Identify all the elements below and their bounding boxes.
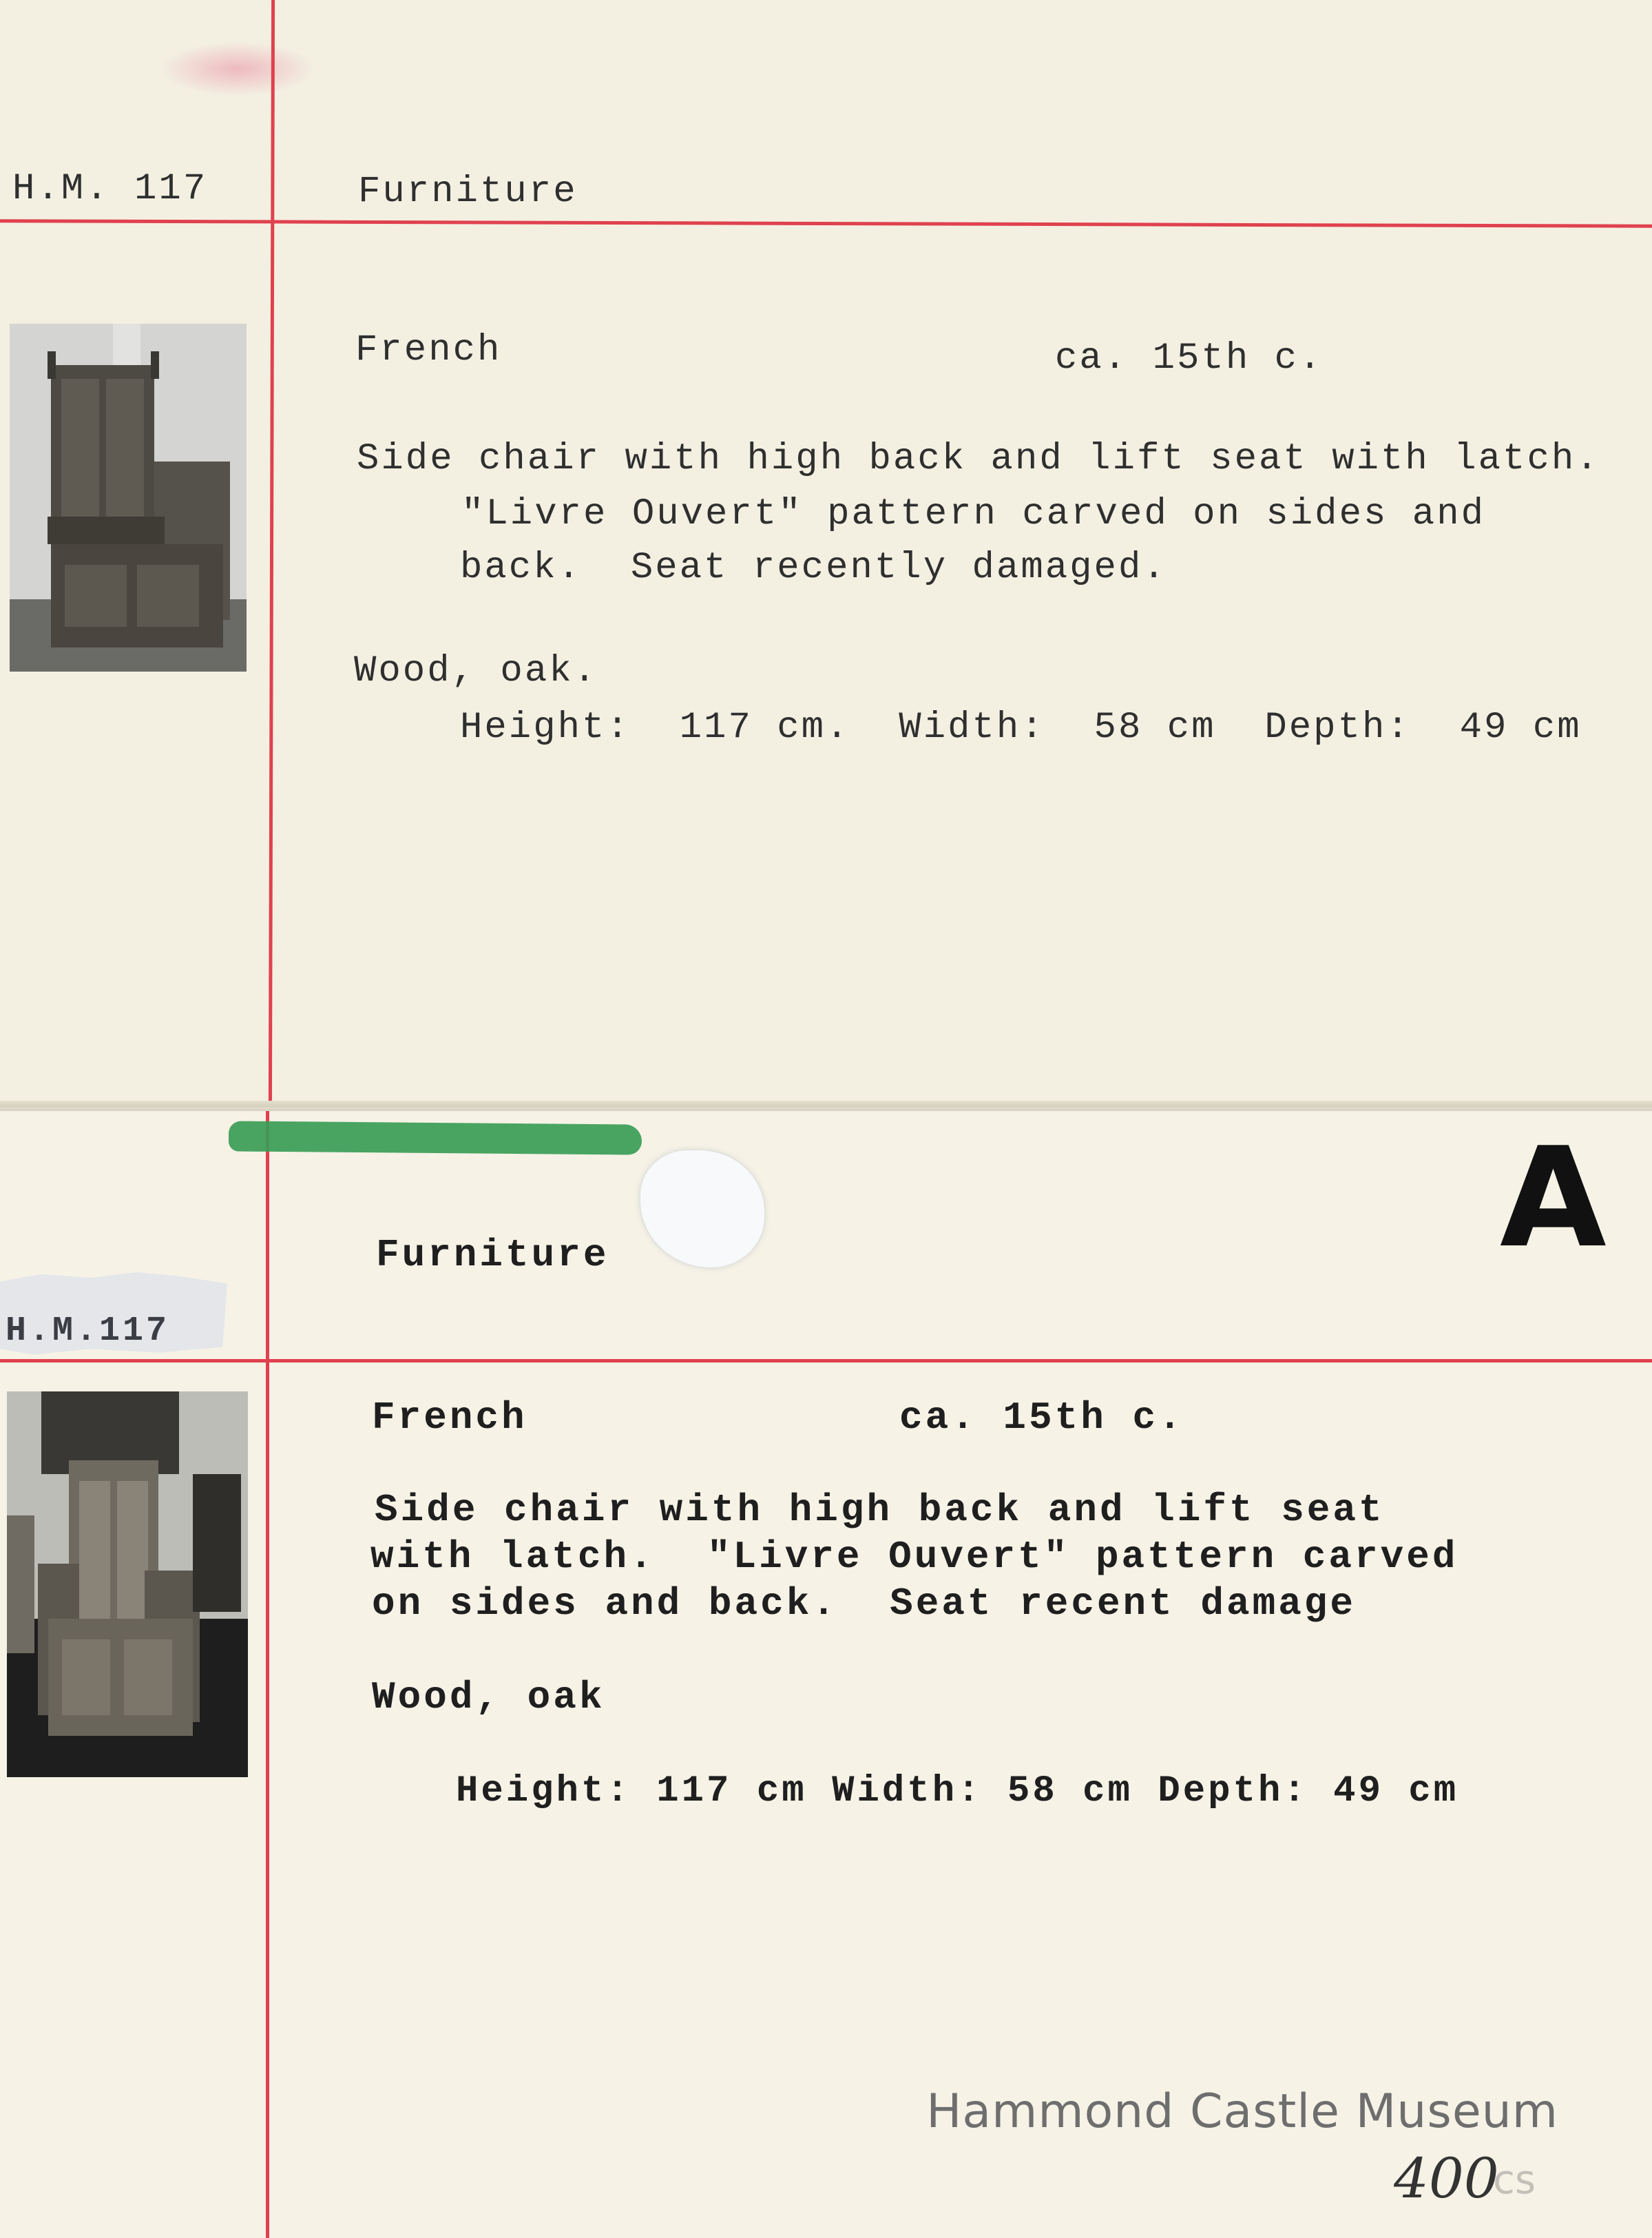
horizontal-rule <box>0 219 1652 228</box>
vertical-rule <box>269 0 275 1106</box>
origin-bottom: French <box>372 1396 527 1440</box>
handwritten-number: 400 <box>1394 2146 1499 2210</box>
accession-number-bottom: H.M.117 <box>6 1312 170 1351</box>
description-line-3: back. Seat recently damaged. <box>460 547 1167 589</box>
material-bottom: Wood, oak <box>372 1675 605 1719</box>
chair-photo-bottom <box>7 1391 248 1777</box>
handwritten-suffix: cs <box>1493 2156 1536 2203</box>
date: ca. 15th c. <box>1055 338 1324 380</box>
description-line-2: "Livre Ouvert" pattern carved on sides and <box>461 493 1486 535</box>
vertical-rule <box>266 1111 269 2238</box>
material: Wood, oak. <box>354 650 598 692</box>
green-marker-stroke <box>229 1121 642 1154</box>
dimensions-bottom: Height: 117 cm Width: 58 cm Depth: 49 cm <box>456 1770 1459 1812</box>
accession-number: H.M. 117 <box>12 168 208 210</box>
origin: French <box>355 329 502 371</box>
museum-watermark: Hammond Castle Museum <box>926 2084 1558 2139</box>
date-bottom: ca. 15th c. <box>899 1396 1184 1440</box>
category: Furniture <box>358 171 578 213</box>
dimensions: Height: 117 cm. Width: 58 cm Depth: 49 cm <box>460 707 1582 749</box>
description-bottom-line-3: on sides and back. Seat recent damage <box>372 1582 1357 1626</box>
description-bottom-line-2: with latch. "Livre Ouvert" pattern carved <box>370 1535 1458 1579</box>
description-line-1: Side chair with high back and lift seat with latch. <box>357 438 1600 480</box>
chair-photo <box>10 324 247 672</box>
description-bottom-line-1: Side chair with high back and lift seat <box>375 1488 1385 1532</box>
catalog-card-top <box>0 0 1652 1106</box>
pink-smudge <box>158 41 317 96</box>
handwritten-mark: A <box>1500 1118 1607 1278</box>
category-bottom: Furniture <box>376 1233 609 1277</box>
horizontal-rule <box>0 1359 1652 1363</box>
